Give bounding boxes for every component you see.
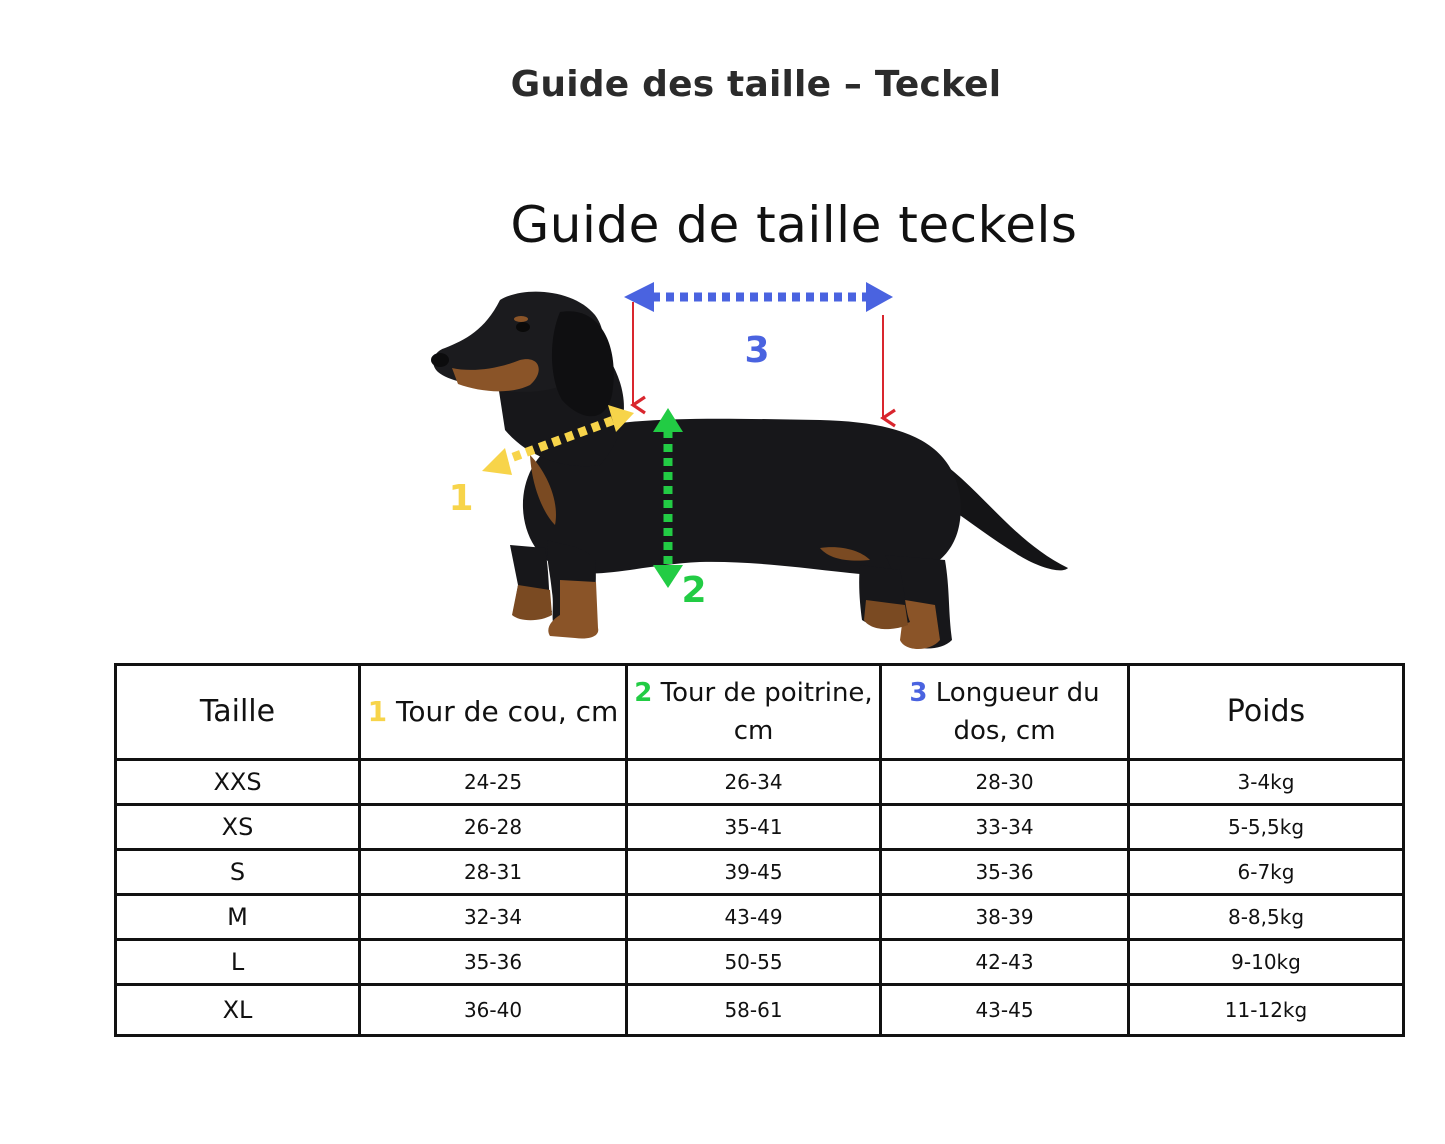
guide-heading: Guide de taille teckels: [510, 196, 1078, 254]
cell-chest: 43-49: [627, 895, 881, 940]
table-row: [116, 940, 1404, 985]
cell-weight: 11-12kg: [1129, 985, 1404, 1036]
cell-chest: 35-41: [627, 805, 881, 850]
page-title: Guide des taille – Teckel: [510, 64, 1002, 105]
cell-size: L: [116, 940, 360, 985]
header-chest: 2 Tour de poitrine, cm: [627, 665, 881, 760]
cell-back: 38-39: [881, 895, 1129, 940]
cell-chest: 39-45: [627, 850, 881, 895]
cell-neck: 26-28: [360, 805, 627, 850]
header-back: 3 Longueur du dos, cm: [881, 665, 1129, 760]
table-row: [116, 985, 1404, 1036]
cell-size: S: [116, 850, 360, 895]
cell-size: M: [116, 895, 360, 940]
size-table: [114, 663, 1405, 1037]
header-size: Taille: [116, 665, 360, 760]
cell-size: XXS: [116, 760, 360, 805]
marker-one: 1: [448, 478, 474, 519]
chest-number: 2: [634, 678, 653, 708]
cell-back: 43-45: [881, 985, 1129, 1036]
cell-neck: 36-40: [360, 985, 627, 1036]
cell-back: 33-34: [881, 805, 1129, 850]
marker-two: 2: [681, 570, 707, 611]
cell-neck: 28-31: [360, 850, 627, 895]
cell-neck: 32-34: [360, 895, 627, 940]
cell-neck: 24-25: [360, 760, 627, 805]
table-row: [116, 760, 1404, 805]
cell-neck: 35-36: [360, 940, 627, 985]
cell-weight: 9-10kg: [1129, 940, 1404, 985]
cell-weight: 5-5,5kg: [1129, 805, 1404, 850]
table-row: [116, 850, 1404, 895]
neck-number: 1: [367, 695, 388, 728]
cell-chest: 58-61: [627, 985, 881, 1036]
cell-size: XL: [116, 985, 360, 1036]
table-header-row: [116, 665, 1404, 760]
table-row: [116, 895, 1404, 940]
cell-chest: 50-55: [627, 940, 881, 985]
header-weight: Poids: [1129, 665, 1404, 760]
cell-size: XS: [116, 805, 360, 850]
cell-chest: 26-34: [627, 760, 881, 805]
cell-back: 35-36: [881, 850, 1129, 895]
cell-weight: 3-4kg: [1129, 760, 1404, 805]
back-number: 3: [909, 678, 928, 708]
cell-weight: 6-7kg: [1129, 850, 1404, 895]
header-neck: 1 Tour de cou, cm: [360, 665, 627, 760]
table-row: [116, 805, 1404, 850]
dachshund-measurement-illustration: [400, 270, 1100, 665]
marker-three: 3: [744, 330, 770, 371]
cell-back: 42-43: [881, 940, 1129, 985]
cell-back: 28-30: [881, 760, 1129, 805]
back-length-arrow: [624, 282, 893, 312]
cell-weight: 8-8,5kg: [1129, 895, 1404, 940]
